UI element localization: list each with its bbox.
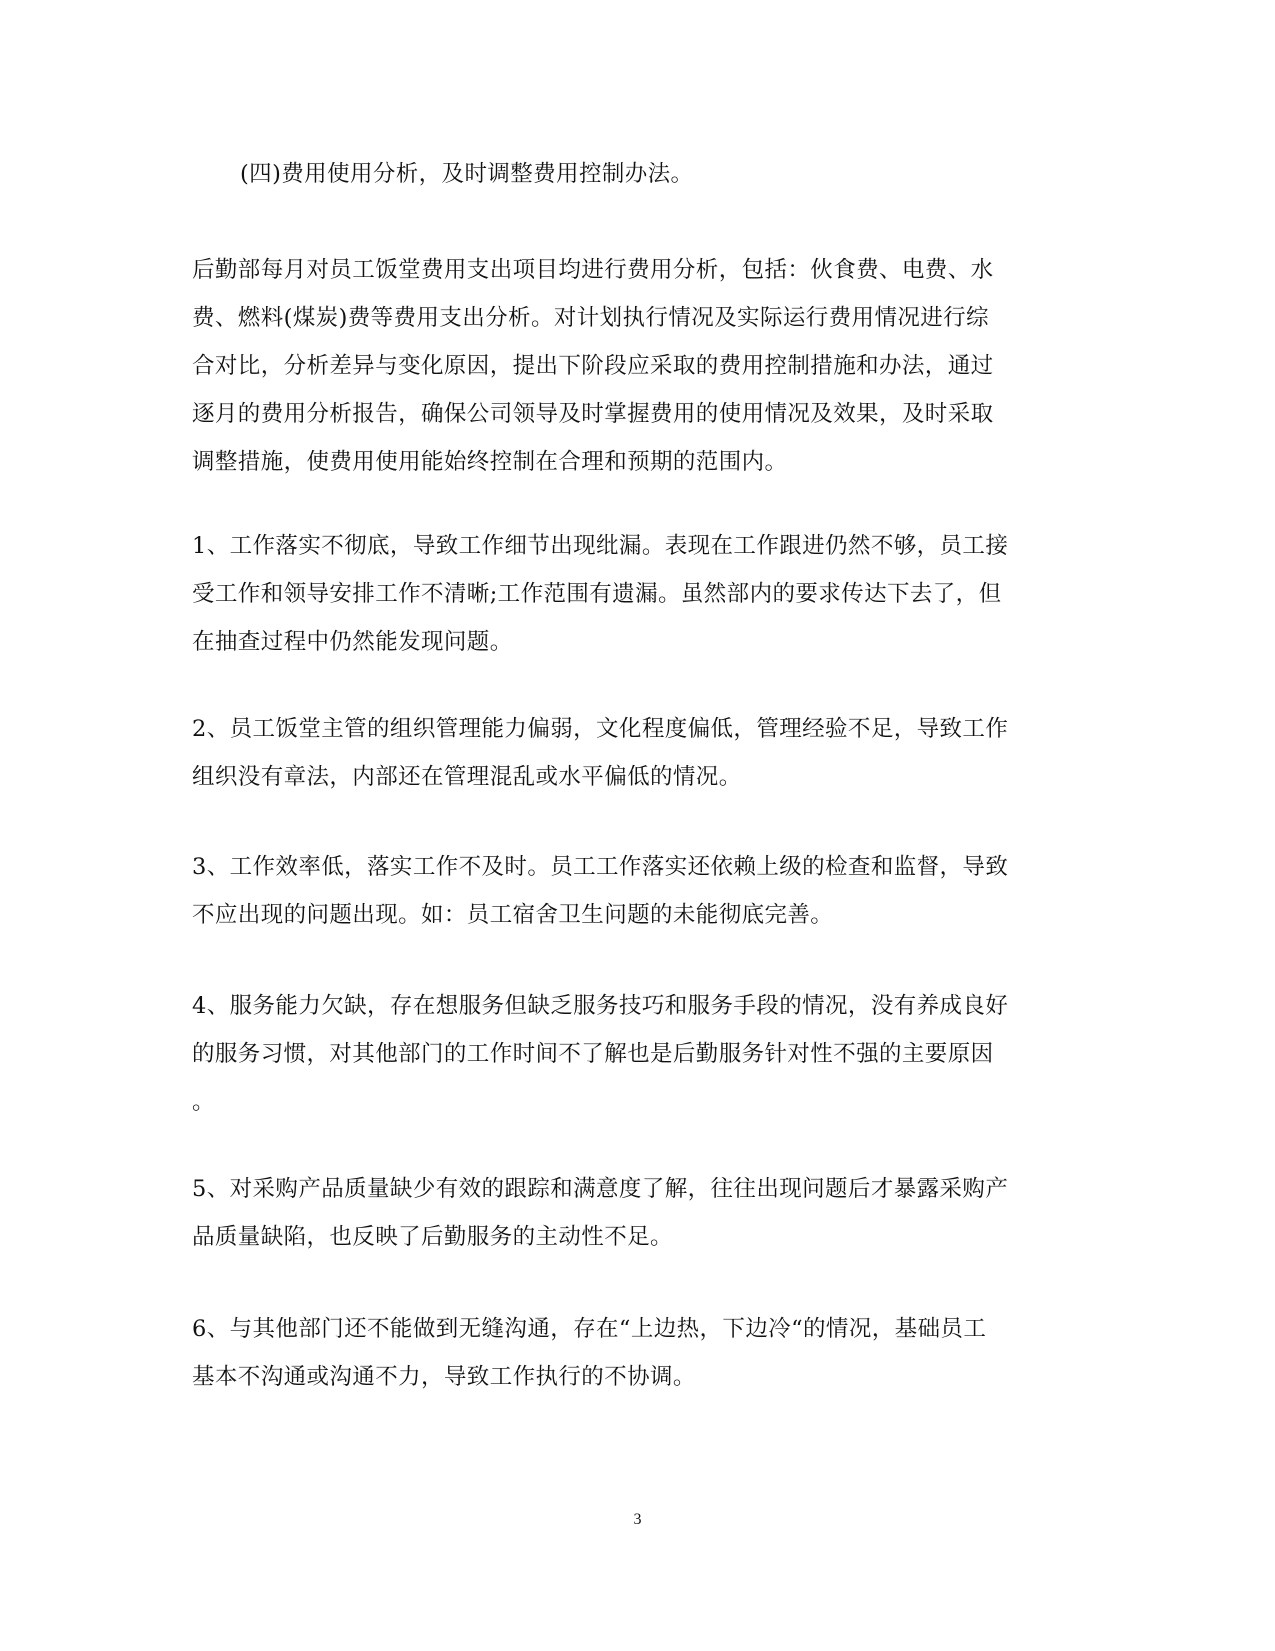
heading-line: (四)费用使用分析，及时调整费用控制办法。 — [240, 161, 694, 187]
paragraph-line: 3、工作效率低，落实工作不及时。员工工作落实还依赖上级的检查和监督，导致 — [192, 854, 1009, 880]
intro-paragraph — [192, 246, 1082, 486]
paragraph-line: 调整措施，使费用使用能始终控制在合理和预期的范围内。 — [192, 449, 788, 475]
paragraph-line: 基本不沟通或沟通不力，导致工作执行的不协调。 — [192, 1364, 696, 1390]
paragraph-line: 。 — [192, 1089, 215, 1115]
paragraph-line: 逐月的费用分析报告，确保公司领导及时掌握费用的使用情况及效果，及时采取 — [192, 401, 994, 427]
paragraph-line: 5、对采购产品质量缺少有效的跟踪和满意度了解，往往出现问题后才暴露采购产 — [192, 1176, 1009, 1202]
paragraph-line: 的服务习惯，对其他部门的工作时间不了解也是后勤服务针对性不强的主要原因 — [192, 1041, 994, 1067]
paragraph-line: 2、员工饭堂主管的组织管理能力偏弱，文化程度偏低，管理经验不足，导致工作 — [192, 716, 1009, 742]
paragraph-line: 1、工作落实不彻底，导致工作细节出现纰漏。表现在工作跟进仍然不够，员工接 — [192, 533, 1009, 559]
paragraph-line: 不应出现的问题出现。如：员工宿舍卫生问题的未能彻底完善。 — [192, 902, 834, 928]
paragraph-line: 在抽查过程中仍然能发现问题。 — [192, 629, 513, 655]
list-item-4 — [192, 982, 1082, 1126]
list-item-5 — [192, 1165, 1082, 1261]
list-item-3 — [192, 843, 1082, 939]
paragraph-line: 4、服务能力欠缺，存在想服务但缺乏服务技巧和服务手段的情况，没有养成良好 — [192, 993, 1009, 1019]
paragraph-line: 6、与其他部门还不能做到无缝沟通，存在“上边热，下边冷“的情况，基础员工 — [192, 1316, 987, 1342]
page-number: 3 — [633, 1511, 642, 1528]
paragraph-line: 受工作和领导安排工作不清晰;工作范围有遗漏。虽然部内的要求传达下去了，但 — [192, 581, 1002, 607]
section-heading — [240, 150, 1130, 198]
paragraph-line: 组织没有章法，内部还在管理混乱或水平偏低的情况。 — [192, 764, 742, 790]
paragraph-line: 品质量缺陷，也反映了后勤服务的主动性不足。 — [192, 1224, 673, 1250]
list-item-1 — [192, 522, 1082, 666]
list-item-2 — [192, 705, 1082, 801]
paragraph-line: 费、燃料(煤炭)费等费用支出分析。对计划执行情况及实际运行费用情况进行综 — [192, 305, 989, 331]
list-item-6 — [192, 1305, 1082, 1401]
paragraph-line: 合对比，分析差异与变化原因，提出下阶段应采取的费用控制措施和办法，通过 — [192, 353, 994, 379]
paragraph-line: 后勤部每月对员工饭堂费用支出项目均进行费用分析，包括：伙食费、电费、水 — [192, 257, 994, 283]
